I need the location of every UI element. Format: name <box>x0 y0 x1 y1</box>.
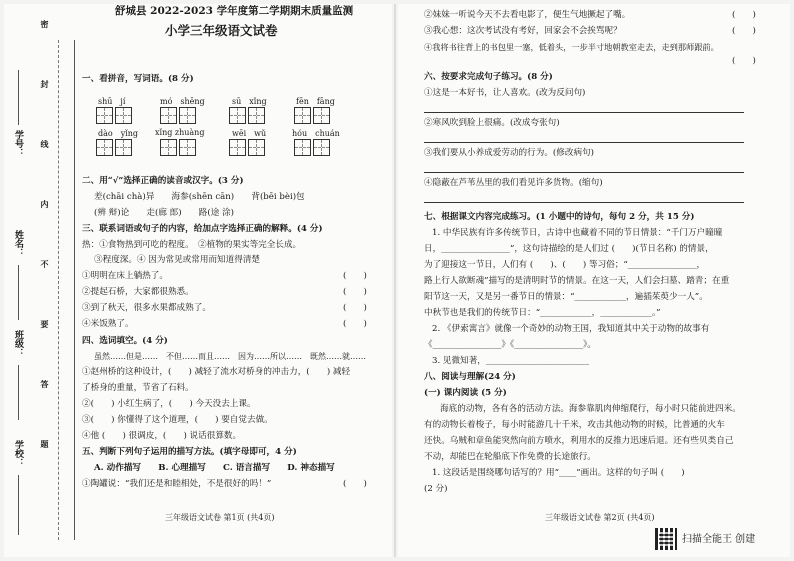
answer-line[interactable] <box>424 202 744 203</box>
char-box[interactable] <box>179 139 196 156</box>
seal-line <box>58 40 59 540</box>
char-box[interactable] <box>313 107 330 124</box>
question: ③( ) 你懂得了这个道理，( ) 要自觉去做。 <box>82 415 273 425</box>
section-3-heading: 三、联系词语或句子的内容，给加点字选择正确的解释。(4 分) <box>82 224 323 234</box>
char-box[interactable] <box>179 107 196 124</box>
question: 1. 中华民族有许多传统节日，古诗中也藏着不同的节日情景：“千门万户曈曈 <box>432 228 723 238</box>
pinyin: sū xǐng <box>232 97 267 106</box>
qr-code-icon <box>655 528 677 550</box>
char-box[interactable] <box>160 139 177 156</box>
char-box[interactable] <box>294 107 311 124</box>
pinyin: mó shēng <box>160 97 205 106</box>
pinyin: xǐng zhuàng <box>155 128 205 137</box>
passage-line: 还快。乌贼和章鱼能突然向前方喷水，利用水的反推力迅速后退。还有些贝类自己 <box>424 436 734 446</box>
char-box[interactable] <box>229 107 246 124</box>
answer-paren[interactable]: ( ) <box>732 10 756 20</box>
question: 3. 见微知著，________________________ <box>432 356 590 366</box>
char-box[interactable] <box>313 139 330 156</box>
class-line <box>18 365 19 420</box>
question: (2 分) <box>424 484 448 494</box>
pinyin: dào yǐng <box>98 129 139 138</box>
answer-line[interactable] <box>424 172 744 173</box>
char-box[interactable] <box>115 107 132 124</box>
question: 为了迎接这一节日，人们有 ( )、( ) 等习俗；“________________， <box>424 260 706 270</box>
answer-paren[interactable]: ( ) <box>343 271 367 281</box>
section-6-heading: 六、按要求完成句子练习。(8 分) <box>424 72 553 82</box>
question: ①明明在床上躺热了。 <box>82 271 168 281</box>
question: 路上行人欲断魂”描写的是清明时节的情景。在这一天，人们会扫墓、踏青；在重 <box>424 276 730 286</box>
question: 了桥身的重量，节省了石料。 <box>82 383 194 393</box>
section-2-line: (辨 辩)论 走(廊 郎) 路(途 涂) <box>94 208 235 218</box>
char-box[interactable] <box>229 139 246 156</box>
section-1-heading: 一、看拼音，写词语。(8 分) <box>82 74 194 84</box>
seal-text: 密 封 线 内 不 要 答 题 <box>40 20 50 460</box>
margin-line <box>74 40 75 540</box>
section-7-heading: 七、根据课文内容完成练习。(1 小题中的诗句，每句 2 分，共 15 分) <box>424 212 695 222</box>
answer-line[interactable] <box>424 112 744 113</box>
char-box[interactable] <box>294 139 311 156</box>
question: 阳节这一天，又是另一番节日的情景：“____________，遍插茱萸少一人”。 <box>424 292 708 302</box>
question: ④隐蔽在芦苇丛里的我们看见许多货物。(缩句) <box>424 178 603 188</box>
question: ②提起石桥，大家都很熟悉。 <box>82 287 194 297</box>
question: ①陶罐说：“我们还是和睦相处，不是很好的吗！” <box>82 479 272 489</box>
question: ③我们要从小养成爱劳动的行为。(修改病句) <box>424 148 594 158</box>
student-no-line <box>18 70 19 125</box>
question: ④我将书往背上的书包里一塞，低着头，一步半寸地朝教室走去，走到那师跟前。 <box>424 42 719 52</box>
passage-line: 有的动物长着梭子，每小时能游几十千米，攻击其他动物的时候，比普通的火车 <box>424 420 725 430</box>
word-bank: 虽然……但是…… 不但……而且…… 因为……所以…… 既然……就…… <box>94 352 366 361</box>
question: ②( ) 小红生病了，( ) 今天没去上课。 <box>82 399 256 409</box>
question: ②妹妹一听说今天不去看电影了，便生气地撅起了嘴。 <box>424 10 631 20</box>
definition-line: ③程度深。④ 因为常见或常用而知道得清楚 <box>94 255 261 265</box>
page-footer: 三年级语文试卷 第1页 (共4页) <box>165 513 275 522</box>
exam-subtitle: 小学三年级语文试卷 <box>165 23 278 38</box>
char-box[interactable] <box>248 139 265 156</box>
question: ④米饭熟了。 <box>82 319 134 329</box>
char-box[interactable] <box>115 139 132 156</box>
passage-line: 不动，却能巴在轮船底下作免费的长途旅行。 <box>424 452 596 462</box>
section-2-line: 差(chāi chà)异 海参(shēn cān) 背(bēi bèi)包 <box>94 192 305 202</box>
name-line <box>18 265 19 320</box>
student-no-label: 学号： <box>13 130 23 157</box>
question: ①这是一本好书，让人喜欢。(改为反问句) <box>424 88 586 98</box>
school-label: 学校： <box>13 440 23 467</box>
pinyin: fēn fāng <box>296 97 335 106</box>
answer-paren[interactable]: ( ) <box>343 287 367 297</box>
name-label: 姓名： <box>13 230 23 257</box>
pinyin: hóu chuán <box>292 129 340 138</box>
options: A. 动作描写 B. 心理描写 C. 语言描写 D. 神态描写 <box>94 463 335 473</box>
question: ③到了秋天，很多水果都成熟了。 <box>82 303 211 313</box>
definition-line: 热：①食物热到可吃的程度。 ②植物的果实等完全长成。 <box>82 240 302 250</box>
pinyin: wēi wǔ <box>232 129 267 138</box>
page-1 <box>4 4 392 557</box>
passage-line: 海底的动物，各有各的活动方法。海参靠肌肉伸缩爬行，每小时只能前进四米。 <box>440 404 741 414</box>
scanner-watermark: 扫描全能王 创建 <box>682 534 756 545</box>
pinyin: shū jí <box>98 97 126 106</box>
question: ④他 ( ) 很调皮，( ) 说话很算数。 <box>82 431 242 441</box>
question: 2. 《伊索寓言》就像一个奇妙的动物王国，我知道其中关于动物的故事有 <box>432 324 710 334</box>
exam-title: 舒城县 2022-2023 学年度第二学期期末质量监测 <box>115 5 354 17</box>
question: 《________________》《________________》。 <box>424 340 596 350</box>
question: 中秋节也是我们的传统节日：“____________，____________。” <box>424 308 661 318</box>
answer-paren[interactable]: ( ) <box>343 479 367 489</box>
section-5-heading: 五、判断下列句子运用的描写方法。(填字母即可，4 分) <box>82 447 297 457</box>
question: ①赵州桥的这种设计，( ) 减轻了流水对桥身的冲击力，( ) 减轻 <box>82 367 351 377</box>
section-2-heading: 二、用“√”选择正确的读音或汉字。(3 分) <box>82 176 244 186</box>
answer-line[interactable] <box>424 142 744 143</box>
char-box[interactable] <box>160 107 177 124</box>
page-footer: 三年级语文试卷 第2页 (共4页) <box>545 513 655 522</box>
answer-paren[interactable]: ( ) <box>343 303 367 313</box>
char-box[interactable] <box>248 107 265 124</box>
char-box[interactable] <box>96 107 113 124</box>
class-label: 班级： <box>13 330 23 357</box>
page-fold <box>394 4 396 557</box>
question: 1. 这段话是围绕哪句话写的？用“____”画出。这样的句子叫 ( ) <box>432 468 685 478</box>
subsection-heading: (一) 课内阅读 (5 分) <box>424 388 507 398</box>
school-line <box>18 475 19 535</box>
answer-paren[interactable]: ( ) <box>732 26 756 36</box>
question: ③我心想：这次考试没有考好，回家会不会挨骂呢？ <box>424 26 622 36</box>
answer-paren[interactable]: ( ) <box>732 56 756 66</box>
section-8-heading: 八、阅读与理解(24 分) <box>424 372 516 382</box>
section-4-heading: 四、选词填空。(4 分) <box>82 336 168 346</box>
question: ②寒风吹到脸上很痛。(改成夸张句) <box>424 118 560 128</box>
char-box[interactable] <box>96 139 113 156</box>
answer-paren[interactable]: ( ) <box>343 319 367 329</box>
question: 日，________________”，这句诗描绘的是人们过 ( )(节日名称) 的情景， <box>424 244 714 254</box>
